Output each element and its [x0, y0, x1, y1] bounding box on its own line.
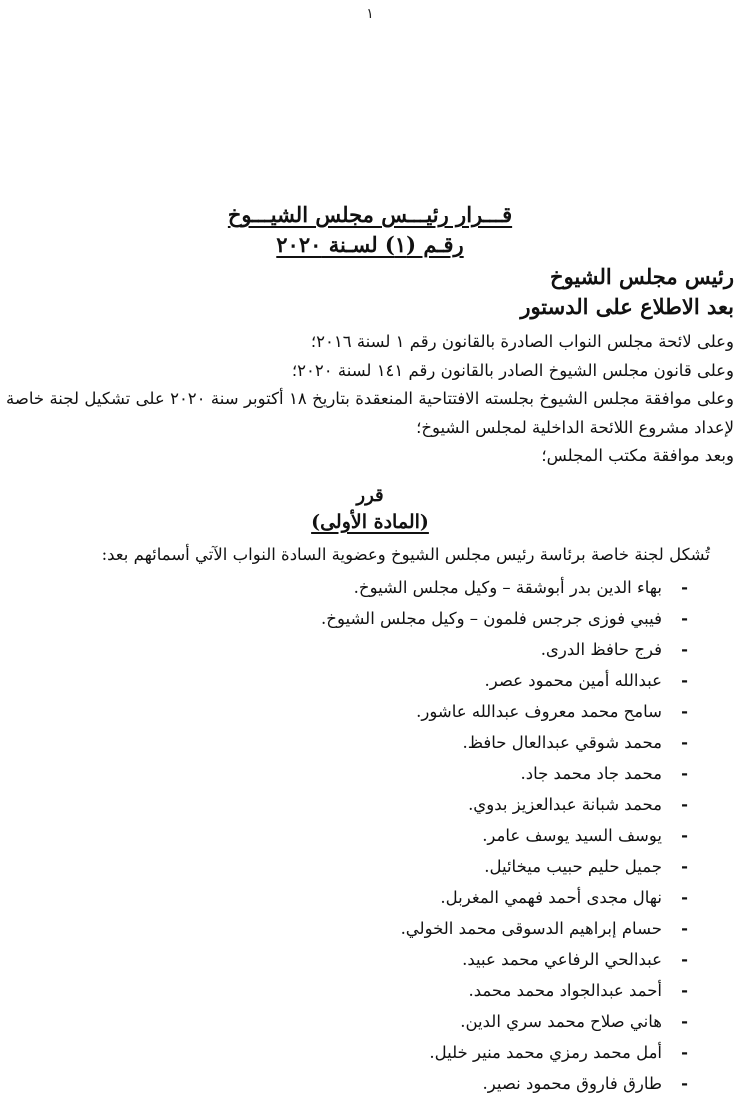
decree-title: [0, 200, 740, 260]
list-item: [321, 882, 688, 913]
member-name: عبدالحي الرفاعي محمد عبيد.: [462, 950, 662, 969]
article-one-heading: [0, 508, 740, 536]
list-bullet: -: [681, 609, 688, 628]
list-item: [321, 665, 688, 696]
recitals: [6, 328, 734, 471]
member-name: عبدالله أمين محمود عصر.: [484, 671, 662, 690]
decree-title-line2: رقـم (١) لسـنة ٢٠٢٠: [276, 232, 464, 257]
member-name: أمل محمد رمزي محمد منير خليل.: [429, 1043, 662, 1062]
list-item: [321, 634, 688, 665]
committee-members-list: [321, 572, 688, 1099]
list-bullet: -: [681, 733, 688, 752]
list-item: [321, 1037, 688, 1068]
list-bullet: -: [681, 795, 688, 814]
list-item: [321, 603, 688, 634]
page-number: ١: [366, 6, 374, 22]
member-name: حسام إبراهيم الدسوقى محمد الخولي.: [400, 919, 662, 938]
list-item: [321, 851, 688, 882]
list-bullet: -: [681, 950, 688, 969]
list-bullet: -: [681, 578, 688, 597]
issuer-line-constitution: بعد الاطلاع على الدستور: [520, 294, 734, 319]
list-bullet: -: [681, 826, 688, 845]
list-item: [321, 758, 688, 789]
list-bullet: -: [681, 888, 688, 907]
member-name: محمد جاد محمد جاد.: [520, 764, 662, 783]
member-name: بهاء الدين بدر أبوشقة – وكيل مجلس الشيوخ.: [353, 578, 662, 597]
member-name: جميل حليم حبيب ميخائيل.: [484, 857, 662, 876]
recital-senate-approval: وعلى موافقة مجلس الشيوخ بجلسته الافتتاحية المنعقدة بتاريخ ١٨ أكتوبر سنة ٢٠٢٠ على تشكيل لجنة خاصة لإعداد مشروع اللائحة الداخلية لمجلس الشيوخ؛: [6, 389, 734, 437]
list-item: [321, 789, 688, 820]
issuer-block: [520, 262, 734, 322]
member-name: فرج حافظ الدرى.: [540, 640, 662, 659]
member-name: محمد شبانة عبدالعزيز بدوي.: [468, 795, 662, 814]
list-item: [321, 727, 688, 758]
list-item: [321, 913, 688, 944]
list-bullet: -: [681, 702, 688, 721]
list-bullet: -: [681, 919, 688, 938]
list-item: [321, 696, 688, 727]
recital-bureau-approval: وبعد موافقة مكتب المجلس؛: [541, 446, 734, 466]
list-item: [321, 572, 688, 603]
list-bullet: -: [681, 640, 688, 659]
list-item: [321, 944, 688, 975]
decided-heading: قرر: [356, 485, 384, 506]
article-one-heading-text: (المادة الأولى): [311, 511, 429, 533]
issuer-line-president: رئيس مجلس الشيوخ: [550, 264, 734, 289]
list-bullet: -: [681, 1074, 688, 1093]
list-bullet: -: [681, 1012, 688, 1031]
list-bullet: -: [681, 764, 688, 783]
list-bullet: -: [681, 981, 688, 1000]
recital-senate-law: وعلى قانون مجلس الشيوخ الصادر بالقانون رقم ١٤١ لسنة ٢٠٢٠؛: [291, 360, 734, 380]
list-item: [321, 820, 688, 851]
member-name: نهال مجدى أحمد فهمي المغربل.: [440, 888, 662, 907]
member-name: طارق فاروق محمود نصير.: [482, 1074, 662, 1093]
recital-house-bylaws: وعلى لائحة مجلس النواب الصادرة بالقانون رقم ١ لسنة ٢٠١٦؛: [310, 332, 734, 351]
member-name: هاني صلاح محمد سري الدين.: [460, 1012, 662, 1031]
list-bullet: -: [681, 671, 688, 690]
list-bullet: -: [681, 857, 688, 876]
list-item: [321, 1006, 688, 1037]
member-name: محمد شوقي عبدالعال حافظ.: [462, 733, 662, 752]
list-item: [321, 1068, 688, 1099]
decree-title-line1: قـــرار رئيـــس مجلس الشيـــوخ: [227, 202, 513, 227]
member-name: فيبي فوزى جرجس فلمون – وكيل مجلس الشيوخ.: [321, 609, 662, 628]
member-name: أحمد عبدالجواد محمد محمد.: [468, 981, 662, 1000]
article-one-body: تُشكل لجنة خاصة برئاسة رئيس مجلس الشيوخ وعضوية السادة النواب الآتي أسمائهم بعد:: [101, 545, 710, 564]
member-name: سامح محمد معروف عبدالله عاشور.: [416, 702, 662, 721]
member-name: يوسف السيد يوسف عامر.: [482, 826, 662, 845]
list-bullet: -: [681, 1043, 688, 1062]
list-item: [321, 975, 688, 1006]
